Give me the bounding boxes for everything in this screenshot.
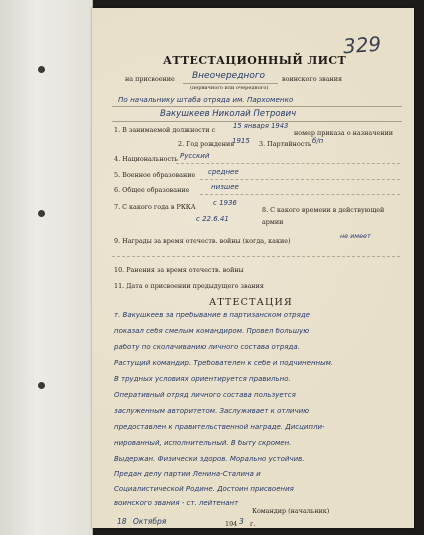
attestation-line: нированный, исполнительный. В быту скромен. xyxy=(114,440,292,447)
field-8-label: 8. С какого времени в действующей армии xyxy=(262,206,385,227)
award-suffix: воинского звания xyxy=(282,75,343,83)
field-11-label: 11. Дата о присвоении предыдущего звания xyxy=(114,282,264,290)
field-5-value: среднее xyxy=(208,168,239,176)
field-5-label: 5. Военное образование xyxy=(114,171,196,179)
attestation-line: Социалистической Родине. Достоин присвоения xyxy=(114,486,294,493)
attestation-line: Выдержан. Физически здоров. Морально устойчив. xyxy=(114,456,305,463)
binding-stub xyxy=(0,0,93,535)
field-1-label: 1. В занимаемой должности с xyxy=(114,126,216,134)
field-3-value: б/п xyxy=(312,137,324,145)
field-6-label: 6. Общее образование xyxy=(114,186,190,194)
page-title: АТТЕСТАЦИОННЫЙ ЛИСТ xyxy=(163,54,347,67)
attestation-line: показал себя смелым командиром. Провел большую xyxy=(114,328,310,335)
award-value: Внеочередного xyxy=(192,71,266,81)
field-4-underline xyxy=(176,163,400,164)
field-4-value: Русский xyxy=(180,152,210,160)
attestation-line: Предан делу партии Ленина-Сталина и xyxy=(114,471,261,478)
field-6-underline xyxy=(200,194,400,195)
attestation-line: предоставлен к правительственной награде. Дисципли- xyxy=(114,424,325,431)
date-suffix: г. xyxy=(250,520,256,528)
date-day: 18 xyxy=(117,517,127,526)
field-9-label: 9. Награды за время отечеств. войны (когда, какие) xyxy=(114,237,291,245)
field-5-underline xyxy=(200,179,400,180)
date-year-prefix: 194 xyxy=(225,520,238,528)
award-prefix: на присвоение xyxy=(125,75,175,83)
commander-label: Командир (начальник) xyxy=(252,507,330,515)
name-line: Вакушкеев Николай Петрович xyxy=(160,109,297,119)
position-underline xyxy=(112,106,402,107)
attestation-line: т. Вакушкеев за пребывание в партизанском отряде xyxy=(114,312,310,319)
date-year-digit: 3 xyxy=(239,517,244,526)
field-7-value: с 1936 xyxy=(213,199,237,207)
binding-hole xyxy=(38,210,45,217)
attestation-line: Оперативный отряд личного состава пользуется xyxy=(114,392,296,399)
field-8-value: с 22.6.41 xyxy=(196,215,229,223)
field-9-value: не имеет xyxy=(340,232,371,240)
field-3-label: 3. Партийность xyxy=(259,140,312,148)
award-underline xyxy=(183,83,278,84)
attestation-line: В трудных условиях ориентируется правильно. xyxy=(114,376,291,383)
attestation-line: Растущий командир. Требователен к себе и подчиненным. xyxy=(114,360,334,367)
field-4-label: 4. Национальность xyxy=(114,155,179,163)
award-note: (первичного или очередного) xyxy=(190,85,269,91)
attestation-line: работу по сколачиванию личного состава отряда. xyxy=(114,344,300,351)
position-line: По начальнику штаба отряда им. Пархоменко xyxy=(118,95,294,104)
field-9-underline-1 xyxy=(112,256,400,257)
field-1-value: 15 января 1943 xyxy=(233,122,289,130)
field-6-value: низшее xyxy=(211,183,239,191)
binding-hole xyxy=(38,382,45,389)
field-1-rest: номер приказа о назначении xyxy=(294,129,394,137)
date-month: Октября xyxy=(133,517,167,526)
field-10-label: 10. Ранения за время отечеств. войны xyxy=(114,266,244,274)
attestation-line: воинского звания - ст. лейтенант xyxy=(114,500,239,507)
field-2-label: 2. Год рождения xyxy=(178,140,235,148)
field-2-value: 1915 xyxy=(232,137,250,145)
archive-number: 329 xyxy=(342,31,382,59)
attestation-heading: АТТЕСТАЦИЯ xyxy=(209,297,293,308)
binding-hole xyxy=(38,66,45,73)
field-7-label: 7. С какого года в РККА xyxy=(114,203,196,211)
attestation-line: заслуженным авторитетом. Заслуживает к отличию xyxy=(114,408,310,415)
